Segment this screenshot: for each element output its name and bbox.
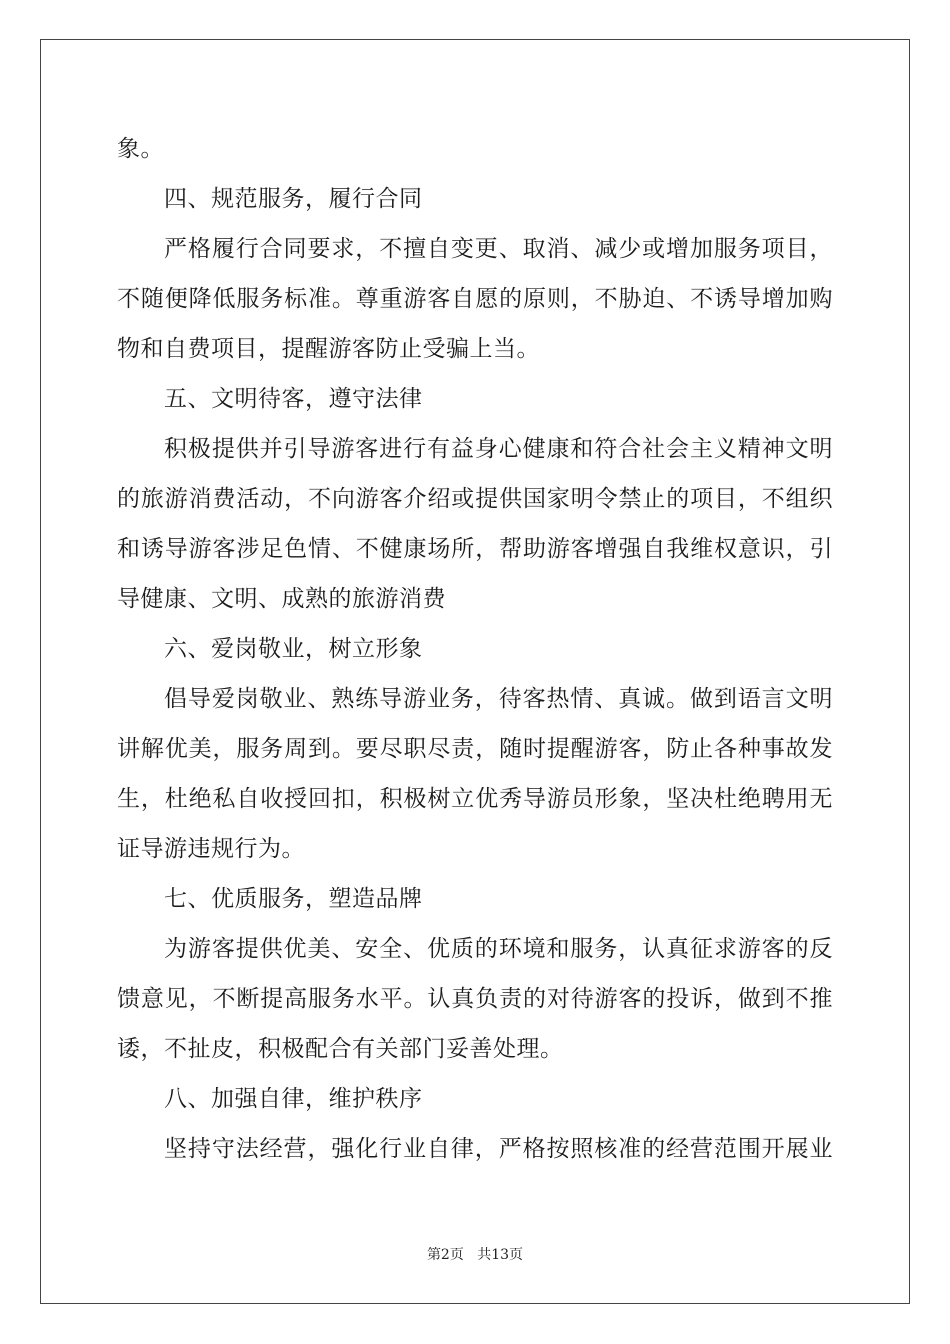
text-line: 八、加强自律，维护秩序 (164, 1086, 423, 1112)
footer-gap (464, 1247, 477, 1263)
current-page-number: 第2页 (426, 1247, 464, 1263)
text-line: 馈意见，不断提高服务水平。认真负责的对待游客的投诉，做到不推 (117, 986, 833, 1012)
text-line: 生，杜绝私自收授回扣，积极树立优秀导游员形象，坚决杜绝聘用无 (117, 786, 833, 812)
page-footer (0, 1245, 950, 1265)
text-line: 倡导爱岗敬业、熟练导游业务，待客热情、真诚。做到语言文明 (164, 686, 833, 712)
text-line: 七、优质服务，塑造品牌 (164, 886, 423, 912)
document-body (117, 124, 833, 1174)
text-line: 的旅游消费活动，不向游客介绍或提供国家明令禁止的项目，不组织 (117, 486, 833, 512)
text-line: 证导游违规行为。 (117, 836, 305, 862)
text-line: 为游客提供优美、安全、优质的环境和服务，认真征求游客的反 (164, 936, 833, 962)
text-line: 导健康、文明、成熟的旅游消费 (117, 586, 446, 612)
text-line: 四、规范服务，履行合同 (164, 186, 423, 212)
text-line: 诿，不扯皮，积极配合有关部门妥善处理。 (117, 1036, 564, 1062)
total-page-count: 共13页 (477, 1247, 524, 1263)
text-line: 不随便降低服务标准。尊重游客自愿的原则，不胁迫、不诱导增加购 (117, 286, 833, 312)
text-line: 积极提供并引导游客进行有益身心健康和符合社会主义精神文明 (164, 436, 833, 462)
text-line: 六、爱岗敬业，树立形象 (164, 636, 423, 662)
text-line: 五、文明待客，遵守法律 (164, 386, 423, 412)
text-line: 坚持守法经营，强化行业自律，严格按照核准的经营范围开展业 (164, 1136, 833, 1162)
text-line: 象。 (117, 136, 164, 162)
text-line: 物和自费项目，提醒游客防止受骗上当。 (117, 336, 540, 362)
text-line: 讲解优美，服务周到。要尽职尽责，随时提醒游客，防止各种事故发 (117, 736, 833, 762)
text-line: 严格履行合同要求，不擅自变更、取消、减少或增加服务项目， (164, 236, 833, 262)
text-line: 和诱导游客涉足色情、不健康场所，帮助游客增强自我维权意识，引 (117, 536, 833, 562)
